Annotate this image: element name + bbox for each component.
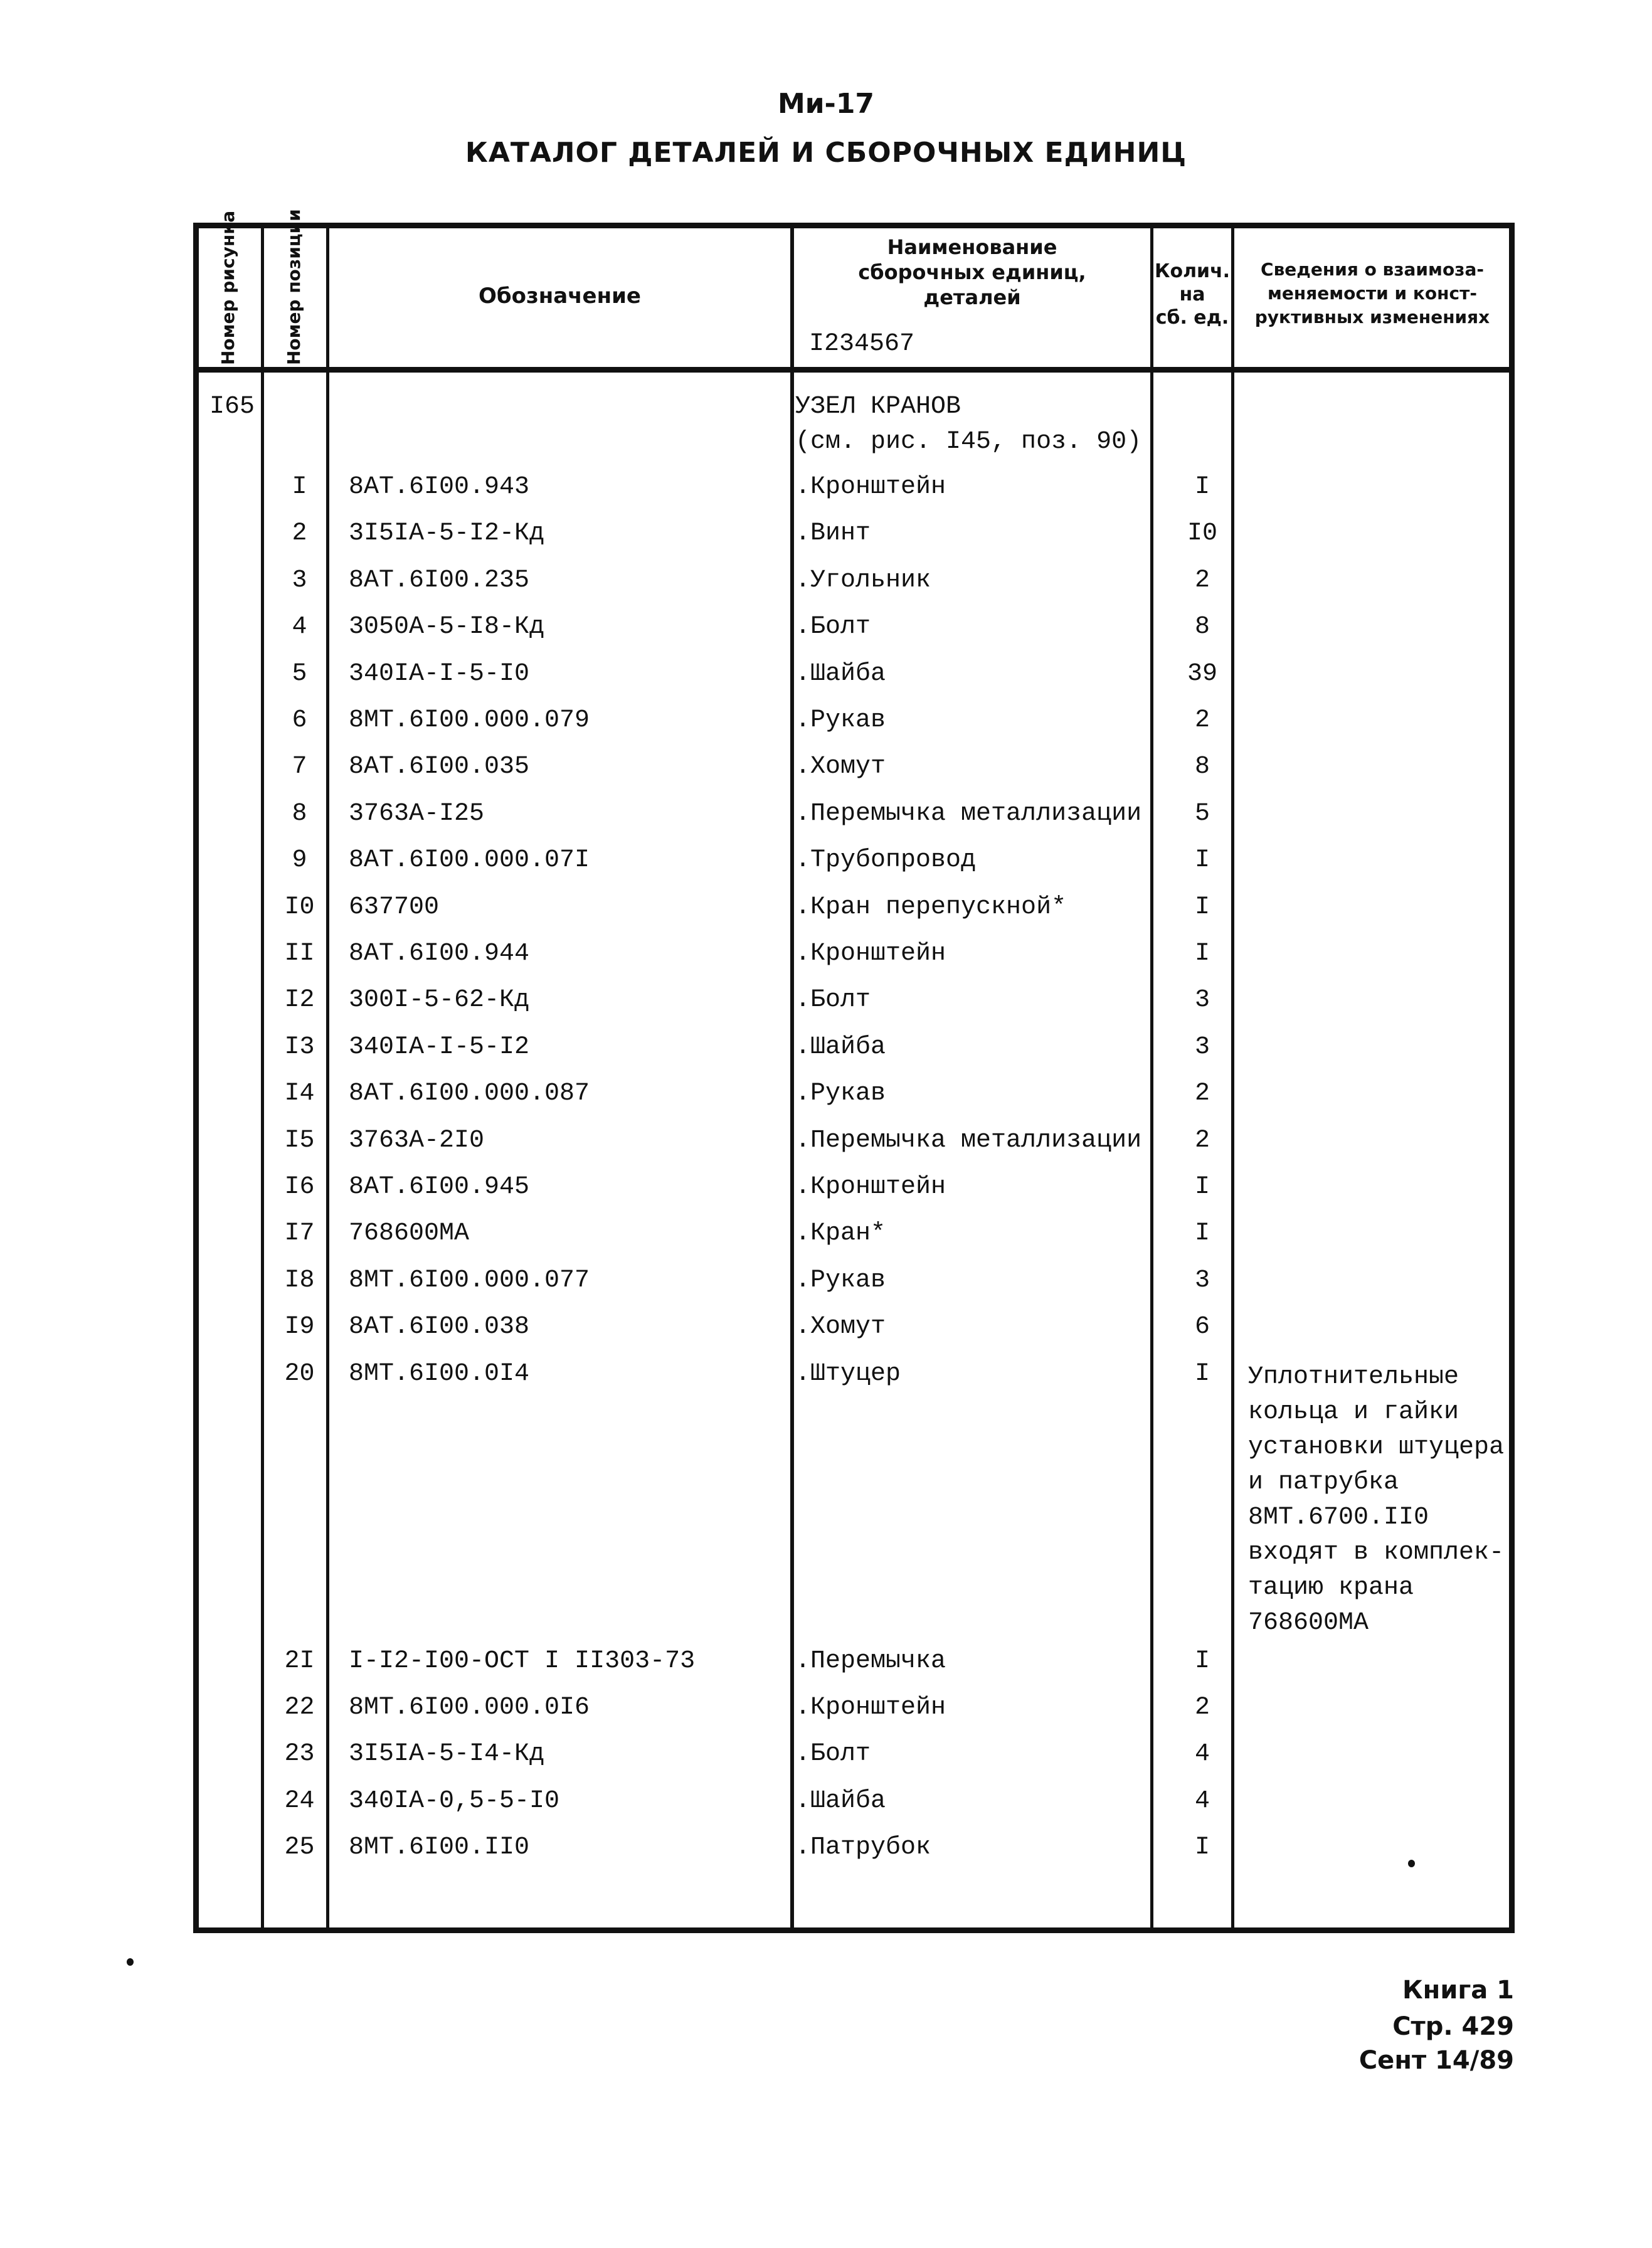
note-line: установки штуцера: [1248, 1433, 1505, 1461]
row-position: I3: [284, 1033, 315, 1061]
header-notes-3: руктивных изменениях: [1254, 307, 1490, 327]
row-position: I: [292, 473, 307, 501]
row-position: I5: [284, 1127, 315, 1155]
row-designation: 300I-5-62-Кд: [349, 986, 530, 1014]
note-line: Уплотнительные: [1248, 1363, 1459, 1391]
row-name: .Патрубок: [795, 1833, 931, 1862]
row-quantity: I: [1194, 1833, 1210, 1862]
header-qty-1: Колич.: [1154, 260, 1231, 282]
row-quantity: 4: [1194, 1740, 1210, 1768]
header-notes-2: меняемости и конст-: [1268, 283, 1477, 304]
note-line: входят в комплек-: [1248, 1539, 1505, 1567]
row-designation: I-I2-I00-ОСТ I II303-73: [349, 1647, 696, 1675]
row-name: .Шайба: [795, 660, 886, 688]
row-designation: 8МТ.6I00.000.079: [349, 706, 590, 734]
row-name: .Болт: [795, 613, 871, 641]
header-name-1: Наименование: [887, 235, 1057, 259]
row-designation: 8АТ.6I00.000.07I: [349, 846, 590, 874]
header-notes-1: Сведения о взаимоза-: [1261, 259, 1484, 280]
row-quantity: I: [1194, 846, 1210, 874]
row-name: .Рукав: [795, 1079, 886, 1108]
row-name: .Кронштейн: [795, 473, 946, 501]
header-qty-3: сб. ед.: [1155, 307, 1229, 329]
row-name: .Угольник: [795, 566, 931, 595]
row-quantity: 3: [1194, 1033, 1210, 1061]
row-designation: 8АТ.6I00.943: [349, 473, 530, 501]
row-name: .Шайба: [795, 1033, 886, 1061]
row-designation: 768600МА: [349, 1219, 470, 1248]
scan-speck: [1408, 1860, 1415, 1867]
row-position: 9: [292, 846, 307, 874]
row-designation: 8АТ.6I00.945: [349, 1173, 530, 1201]
row-designation: 8АТ.6I00.944: [349, 940, 530, 968]
row-quantity: 3: [1194, 986, 1210, 1014]
row-name: .Болт: [795, 1740, 871, 1768]
row-position: II: [284, 940, 315, 968]
row-name: .Рукав: [795, 1266, 886, 1295]
row-designation: 3763A-I25: [349, 800, 485, 828]
row-quantity: 2: [1194, 1079, 1210, 1108]
row-designation: 8МТ.6I00.0I4: [349, 1360, 530, 1388]
row-quantity: 6: [1194, 1313, 1210, 1341]
row-position: I6: [284, 1173, 315, 1201]
row-name: .Кронштейн: [795, 1173, 946, 1201]
row-quantity: I: [1194, 473, 1210, 501]
row-quantity: I: [1194, 1173, 1210, 1201]
row-quantity: I: [1194, 1219, 1210, 1248]
row-designation: 3763A-2I0: [349, 1127, 485, 1155]
header-name-2: сборочных единиц,: [858, 260, 1086, 284]
row-position: I7: [284, 1219, 315, 1248]
note-line: 768600МА: [1248, 1609, 1369, 1637]
row-quantity: 8: [1194, 753, 1210, 781]
row-name: .Хомут: [795, 753, 886, 781]
row-quantity: I0: [1187, 519, 1217, 548]
assembly-reference: (см. рис. I45, поз. 90): [795, 428, 1142, 456]
row-name: .Кран*: [795, 1219, 886, 1248]
row-name: .Перемычка металлизации: [795, 800, 1142, 828]
row-quantity: 39: [1187, 660, 1217, 688]
row-name: .Винт: [795, 519, 871, 548]
header-qty-2: на: [1179, 284, 1205, 305]
row-position: 3: [292, 566, 307, 595]
row-designation: 637700: [349, 893, 440, 921]
row-designation: 340IA-I-5-I0: [349, 660, 530, 688]
row-position: 7: [292, 753, 307, 781]
row-quantity: 2: [1194, 1127, 1210, 1155]
row-name: .Кронштейн: [795, 940, 946, 968]
row-name: .Кронштейн: [795, 1694, 946, 1722]
row-position: 2I: [284, 1647, 315, 1675]
footer-page: Стр. 429: [1392, 2012, 1514, 2041]
row-quantity: I: [1194, 893, 1210, 921]
note-line: и патрубка: [1248, 1468, 1399, 1497]
row-position: 20: [284, 1360, 315, 1388]
row-name: .Перемычка: [795, 1647, 946, 1675]
header-figure: Номер рисунка: [218, 210, 238, 365]
divider-name: [1150, 223, 1153, 1933]
row-position: 25: [284, 1833, 315, 1862]
header-divider: [193, 367, 1515, 373]
row-designation: 8МТ.6I00.II0: [349, 1833, 530, 1862]
page-subtitle: КАТАЛОГ ДЕТАЛЕЙ И СБОРОЧНЫХ ЕДИНИЦ: [465, 137, 1187, 169]
row-designation: 340IA-I-5-I2: [349, 1033, 530, 1061]
row-designation: 8АТ.6I00.035: [349, 753, 530, 781]
note-line: кольца и гайки: [1248, 1398, 1459, 1426]
row-position: I8: [284, 1266, 315, 1295]
page-title: Ми-17: [777, 88, 875, 120]
row-position: 6: [292, 706, 307, 734]
row-position: 22: [284, 1694, 315, 1722]
row-position: I2: [284, 986, 315, 1014]
header-name-digits: I234567: [809, 330, 915, 358]
row-position: I0: [284, 893, 315, 921]
note-line: тацию крана: [1248, 1574, 1414, 1602]
row-position: 23: [284, 1740, 315, 1768]
row-quantity: I: [1194, 940, 1210, 968]
row-position: I4: [284, 1079, 315, 1108]
row-designation: 8МТ.6I00.000.0I6: [349, 1694, 590, 1722]
row-designation: 3I5IA-5-I4-Кд: [349, 1740, 545, 1768]
row-quantity: I: [1194, 1647, 1210, 1675]
row-designation: 8АТ.6I00.235: [349, 566, 530, 595]
row-designation: 3I5IA-5-I2-Кд: [349, 519, 545, 548]
row-name: .Болт: [795, 986, 871, 1014]
row-name: .Кран перепускной*: [795, 893, 1067, 921]
header-position: Номер позиции: [283, 209, 304, 365]
row-name: .Штуцер: [795, 1360, 901, 1388]
row-designation: 340IA-0,5-5-I0: [349, 1787, 560, 1815]
divider-designation: [790, 223, 794, 1933]
row-position: I9: [284, 1313, 315, 1341]
row-quantity: 8: [1194, 613, 1210, 641]
figure-number: I65: [209, 393, 255, 421]
row-designation: 8МТ.6I00.000.077: [349, 1266, 590, 1295]
row-name: .Трубопровод: [795, 846, 977, 874]
row-quantity: 4: [1194, 1787, 1210, 1815]
row-position: 8: [292, 800, 307, 828]
note-line: 8МТ.6700.II0: [1248, 1503, 1429, 1532]
header-designation: Обозначение: [479, 284, 641, 309]
assembly-name: УЗЕЛ КРАНОВ: [795, 393, 961, 421]
divider-fig: [261, 223, 264, 1933]
row-name: .Перемычка металлизации: [795, 1127, 1142, 1155]
row-name: .Рукав: [795, 706, 886, 734]
footer-book: Книга 1: [1402, 1976, 1514, 2005]
row-designation: 3050A-5-I8-Кд: [349, 613, 545, 641]
row-position: 4: [292, 613, 307, 641]
scan-speck: [127, 1958, 134, 1966]
footer-date: Сент 14/89: [1358, 2046, 1514, 2075]
header-name-3: деталей: [923, 285, 1021, 309]
row-position: 2: [292, 519, 307, 548]
row-name: .Хомут: [795, 1313, 886, 1341]
row-quantity: 2: [1194, 706, 1210, 734]
row-quantity: 5: [1194, 800, 1210, 828]
row-name: .Шайба: [795, 1787, 886, 1815]
row-designation: 8АТ.6I00.000.087: [349, 1079, 590, 1108]
row-designation: 8АТ.6I00.038: [349, 1313, 530, 1341]
row-position: 24: [284, 1787, 315, 1815]
row-quantity: 2: [1194, 1694, 1210, 1722]
row-quantity: I: [1194, 1360, 1210, 1388]
row-position: 5: [292, 660, 307, 688]
row-quantity: 3: [1194, 1266, 1210, 1295]
row-quantity: 2: [1194, 566, 1210, 595]
